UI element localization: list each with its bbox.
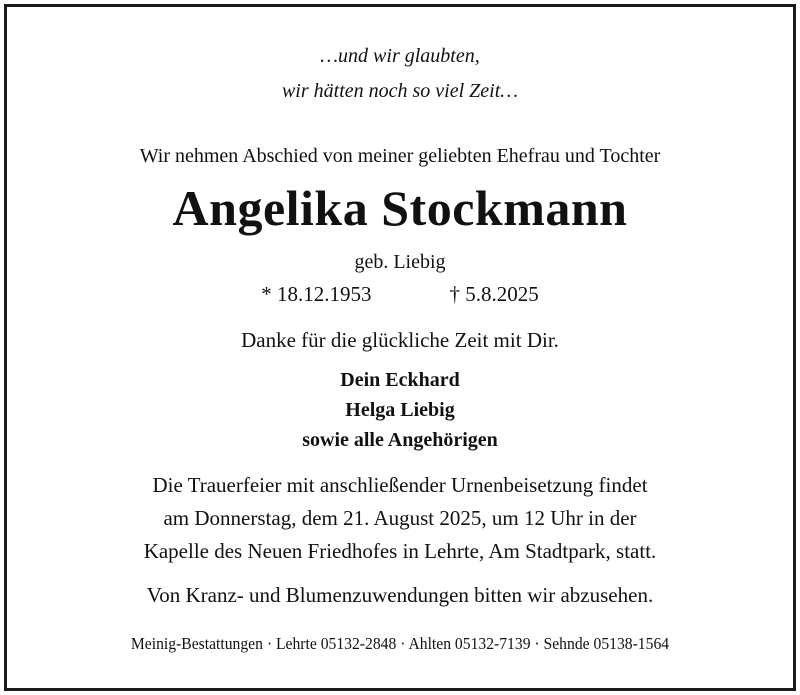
birth-date: * 18.12.1953 [261,282,372,306]
intro-text: Wir nehmen Abschied von meiner geliebten Ehefrau und Tochter [139,145,661,167]
flowers-note: Von Kranz- und Blumenzuwendungen bitten wir abzusehen. [146,583,654,607]
ceremony-line-3: Kapelle des Neuen Friedhofes in Lehrte, Am Stadtpark, statt. [143,539,657,563]
thanks-text: Danke für die glückliche Zeit mit Dir. [241,328,559,352]
mourner-2: Helga Liebig [345,399,455,421]
ceremony-line-1: Die Trauerfeier mit anschließender Urnenbeisetzung findet [152,473,648,497]
ceremony-line-2: am Donnerstag, dem 21. August 2025, um 12 Uhr in der [163,506,637,530]
motto-line-2: wir hätten noch so viel Zeit… [281,80,519,102]
deceased-name: Angelika Stockmann [172,180,628,236]
mourner-1: Dein Eckhard [340,369,460,391]
life-dates [7,282,793,307]
funeral-home-contacts: Meinig-Bestattungen · Lehrte 05132-2848 · Ahlten 05132-7139 · Sehnde 05138-1564 [130,634,670,653]
mourner-3: sowie alle Angehörigen [302,429,498,451]
motto-line-1: …und wir glaubten, [320,45,480,67]
maiden-name: geb. Liebig [354,251,446,273]
obituary-frame [4,4,796,691]
death-date: † 5.8.2025 [449,282,539,306]
